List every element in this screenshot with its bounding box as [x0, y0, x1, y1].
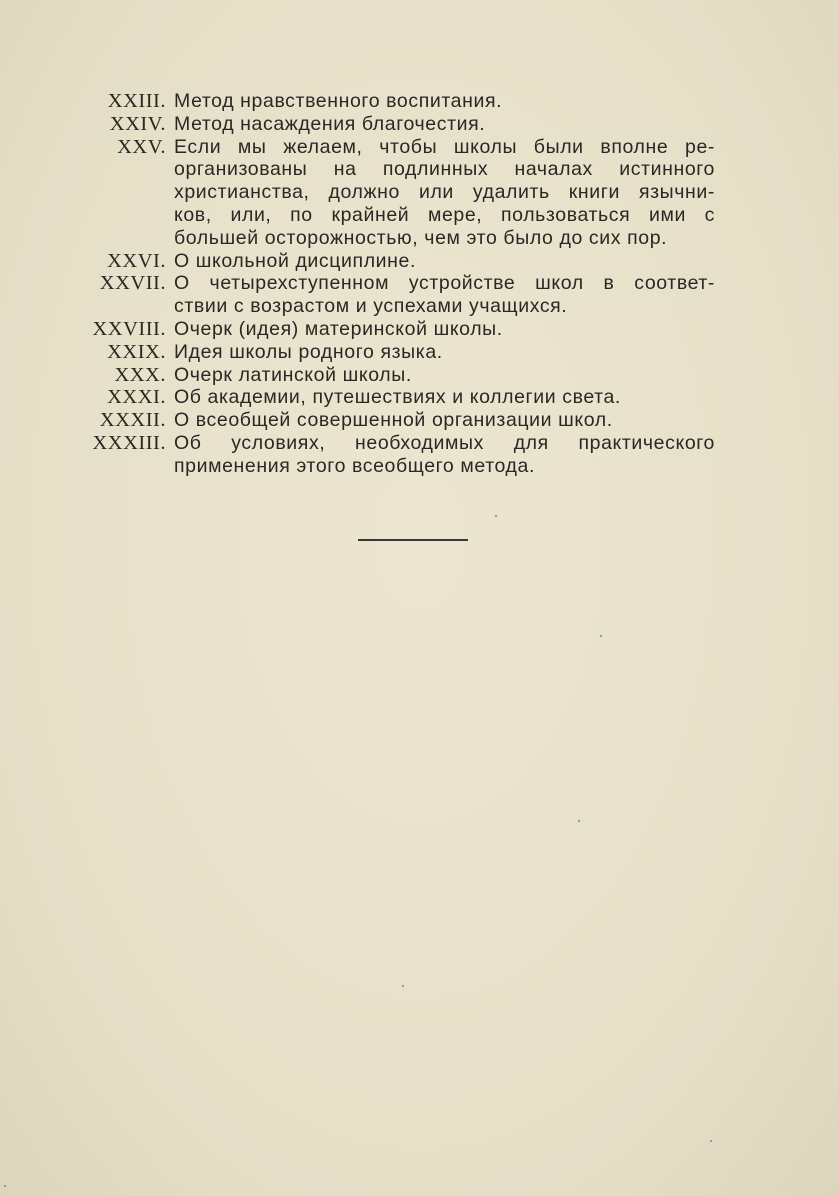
toc-entry [70, 113, 715, 136]
paper-speck [495, 515, 497, 517]
toc-entry [70, 341, 715, 364]
paper-speck [4, 1185, 6, 1187]
chapter-title-line: ков, или, по крайней мере, пользоваться ими с [174, 203, 715, 226]
chapter-title-line: О школьной дисциплине. [174, 249, 417, 272]
section-divider [358, 539, 468, 541]
paper-speck [402, 985, 404, 987]
chapter-title [174, 409, 715, 432]
chapter-title [174, 136, 715, 250]
chapter-title [174, 386, 715, 409]
chapter-title [174, 272, 715, 318]
chapter-number: XXX. [114, 363, 166, 386]
chapter-number: XXIII. [107, 90, 166, 112]
chapter-title-line: Идея школы родного языка. [174, 340, 443, 363]
toc-entry [70, 90, 715, 113]
chapter-title-line: ствии с возрастом и успехами учащихся. [174, 295, 568, 318]
chapter-title [174, 113, 715, 136]
chapter-title-line: Об академии, путешествиях и коллегии света. [174, 386, 621, 409]
chapter-title-line: Метод нравственного воспитания. [174, 90, 503, 112]
chapter-title-line: Очерк (идея) материнской школы. [174, 317, 503, 340]
paper-speck [578, 820, 580, 822]
paper-speck [600, 635, 602, 637]
chapter-title-line: христианства, должно или удалить книги язычни- [174, 181, 715, 204]
chapter-title-line: Очерк латинской школы. [174, 363, 412, 386]
chapter-title [174, 318, 715, 341]
chapter-title [174, 432, 715, 478]
chapter-number: XXV. [117, 135, 166, 158]
toc-entry [70, 364, 715, 387]
toc-entry [70, 136, 715, 250]
chapter-title [174, 341, 715, 364]
chapter-number: XXXII. [99, 409, 166, 432]
chapter-title-line: большей осторожностью, чем это было до сих пор. [174, 226, 668, 249]
chapter-number: XXVI. [107, 249, 166, 272]
toc-entry [70, 272, 715, 318]
chapter-title-line: О четырехступенном устройстве школ в соответ- [174, 272, 715, 295]
toc-entry [70, 409, 715, 432]
chapter-title [174, 90, 715, 113]
chapter-title-line: организованы на подлинных началах истинного [174, 158, 715, 181]
chapter-title-line: Метод насаждения благочестия. [174, 112, 486, 135]
chapter-title-line: Если мы желаем, чтобы школы были вполне ре- [174, 135, 715, 158]
chapter-number: XXVIII. [92, 317, 166, 340]
toc-entry [70, 386, 715, 409]
toc-entry [70, 318, 715, 341]
chapter-number: XXXIII. [92, 431, 166, 454]
chapter-number: XXIX. [107, 340, 166, 363]
toc-entry [70, 250, 715, 273]
chapter-title [174, 250, 715, 273]
table-of-contents [70, 90, 715, 478]
chapter-title-line: О всеобщей совершенной организации школ. [174, 409, 613, 432]
chapter-number: XXVII. [99, 272, 166, 295]
chapter-title [174, 364, 715, 387]
chapter-number: XXXI. [107, 386, 166, 409]
chapter-title-line: Об условиях, необходимых для практического [174, 431, 715, 454]
paper-speck [710, 1140, 712, 1142]
toc-entry [70, 432, 715, 478]
chapter-number: XXIV. [109, 112, 166, 135]
chapter-title-line: применения этого всеобщего метода. [174, 454, 535, 477]
